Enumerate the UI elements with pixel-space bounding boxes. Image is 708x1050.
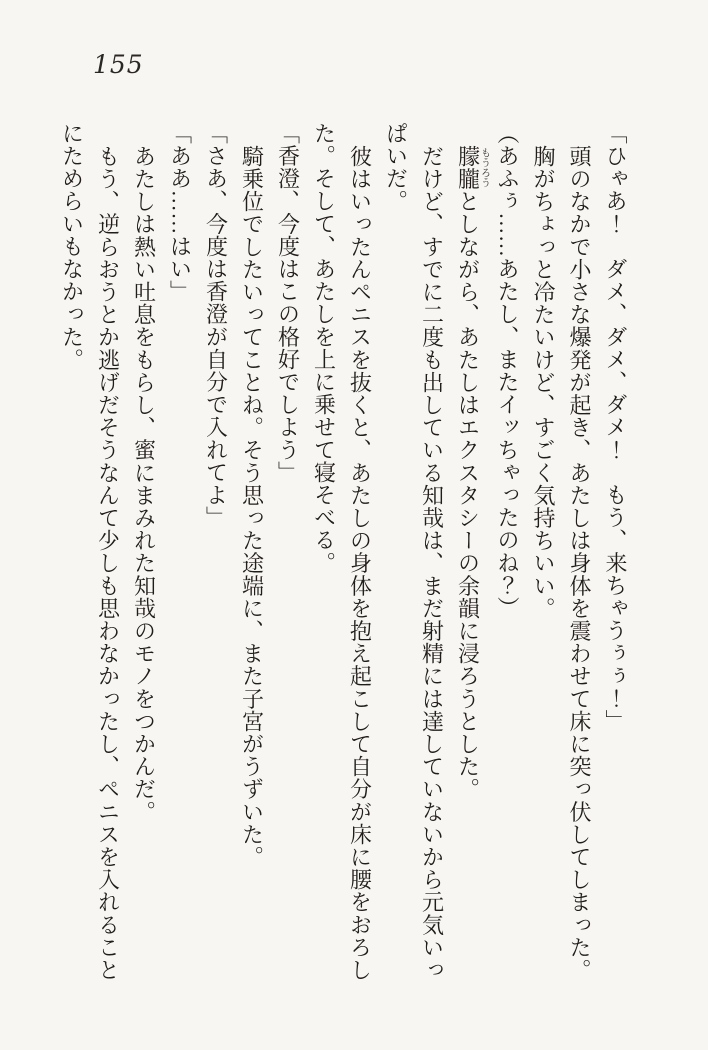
paragraph: 胸がちょっと冷たいけど、すごく気持ちいい。: [531, 145, 556, 620]
paragraph: 朦朧もうろうとしながら、あたしはエクスタシーの余韻に浸ろうとした。: [455, 145, 490, 801]
paragraph: あたしは熱い吐息をもらし、蜜にまみれた知哉のモノをつかんだ。: [131, 145, 157, 823]
paragraph: 「香澄、今度はこの格好でしよう」: [275, 122, 301, 484]
paragraph: 「ひゃあ！ ダメ、ダメ、ダメ！ もう、来ちゃうぅぅ！」: [603, 122, 628, 733]
furigana: もうろう: [478, 145, 490, 191]
paragraph: （あふぅ……あたし、またイッちゃったのね？）: [495, 122, 520, 620]
paragraph: もう、逆らおうとか逃げだそうなんて少しも思わなかったし、ペニスを入れることにためらいもなかった。: [59, 122, 121, 982]
vertical-text-block: [53, 122, 633, 982]
paragraph: 騎乗位でしたいってことね。そう思った途端に、また子宮がうずいた。: [239, 145, 265, 869]
page-number: 155: [93, 50, 144, 79]
paragraph: 彼はいったんペニスを抜くと、あたしの身体を抱え起こして自分が床に腰をおろした。そして、あたしを上に乗せて寝そべる。: [311, 122, 373, 982]
paragraph: 頭のなかで小さな爆発が起き、あたしは身体を震わせて床に突っ伏してしまった。: [567, 145, 592, 982]
paragraph: 「ああ……はい」: [167, 122, 193, 303]
ruby-annotated-word: 朦朧もうろう: [455, 145, 490, 191]
paragraph: だけど、すでに二度も出している知哉は、まだ射精には達していないから元気いっぱいだ。: [383, 122, 445, 982]
paragraph: 「さあ、今度は香澄が自分で入れてよ」: [203, 122, 229, 529]
